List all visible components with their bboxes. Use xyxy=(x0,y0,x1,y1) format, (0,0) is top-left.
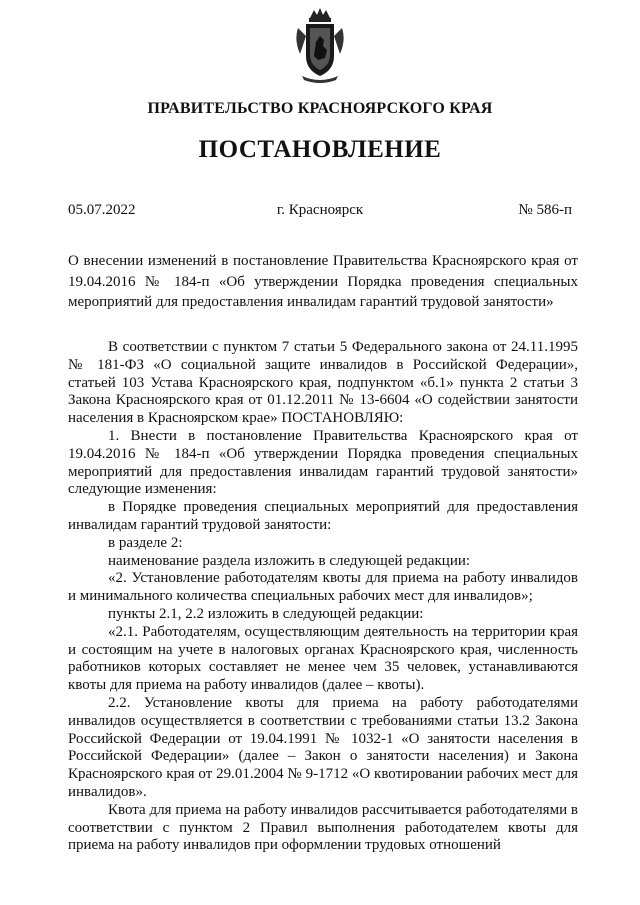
document-date: 05.07.2022 xyxy=(68,202,136,218)
document-number: № 586-п xyxy=(518,202,572,218)
paragraph: «2. Установление работодателям квоты для приема на работу инвалидов и минимального количества специальных рабочих мест для инвалидов»; xyxy=(68,570,578,605)
paragraph: наименование раздела изложить в следующей редакции: xyxy=(108,552,471,569)
document-city: г. Красноярск xyxy=(276,202,364,218)
paragraph: в Порядке проведения специальных мероприятий для предоставления инвалидам гарантий трудовой занятости: xyxy=(68,499,578,533)
document-body xyxy=(68,339,578,855)
paragraph: Квота для приема на работу инвалидов рассчитывается работодателями в соответствии с пунктом 2 Правил выполнения работодателем квоты для приема на работу инвалидов при оформлении трудовых отношений xyxy=(68,801,578,854)
paragraph: 2.2. Установление квоты для приема на работу работодателями инвалидов осуществляется в соответствии с требованиями статьи 13.2 Закона Российской Федерации от 19.04.1991 № 1032-1 «О занятости населения в Российской Федерации» (далее – Закон о занятости населения) и Закона Красноярского края от 29.01.2004 № 9-1712 «О квотировании рабочих мест для инвалидов». xyxy=(68,694,578,800)
paragraph: 1. Внести в постановление Правительства Красноярского края от 19.04.2016 № 184-п «Об утверждении Порядка проведения специальных мероприятий для предоставления инвалидам гарантий трудовой занятости» следующие изменения: xyxy=(68,427,578,498)
document-type: ПОСТАНОВЛЕНИЕ xyxy=(198,136,442,163)
paragraph: В соответствии с пунктом 7 статьи 5 Федерального закона от 24.11.1995 № 181-ФЗ «О социальной защите инвалидов в Российской Федерации», статьей 103 Устава Красноярского края, подпунктом «б.1» пункта 2 статьи 3 Закона Красноярского края от 01.12.2011 № 13-6604 «О содействии занятости населения в Красноярском крае» ПОСТАНОВЛЯЮ: xyxy=(68,339,578,427)
coat-of-arms-icon xyxy=(292,6,348,84)
paragraph: в разделе 2: xyxy=(108,534,183,551)
document-subject: О внесении изменений в постановление Правительства Красноярского края от 19.04.2016 № 184-п «Об утверждении Порядка проведения специальных мероприятий для предоставления инвалидам гарантий трудовой занятости» xyxy=(68,253,578,310)
paragraph: пункты 2.1, 2.2 изложить в следующей редакции: xyxy=(108,605,424,622)
paragraph: «2.1. Работодателям, осуществляющим деятельность на территории края и состоящим на учете в налоговых органах Красноярского края, численность работников которых составляет не менее чем 35 человек, устанавливаются квоты для приема на работу инвалидов (далее – квоты). xyxy=(68,623,578,694)
organization-title: ПРАВИТЕЛЬСТВО КРАСНОЯРСКОГО КРАЯ xyxy=(147,100,493,117)
